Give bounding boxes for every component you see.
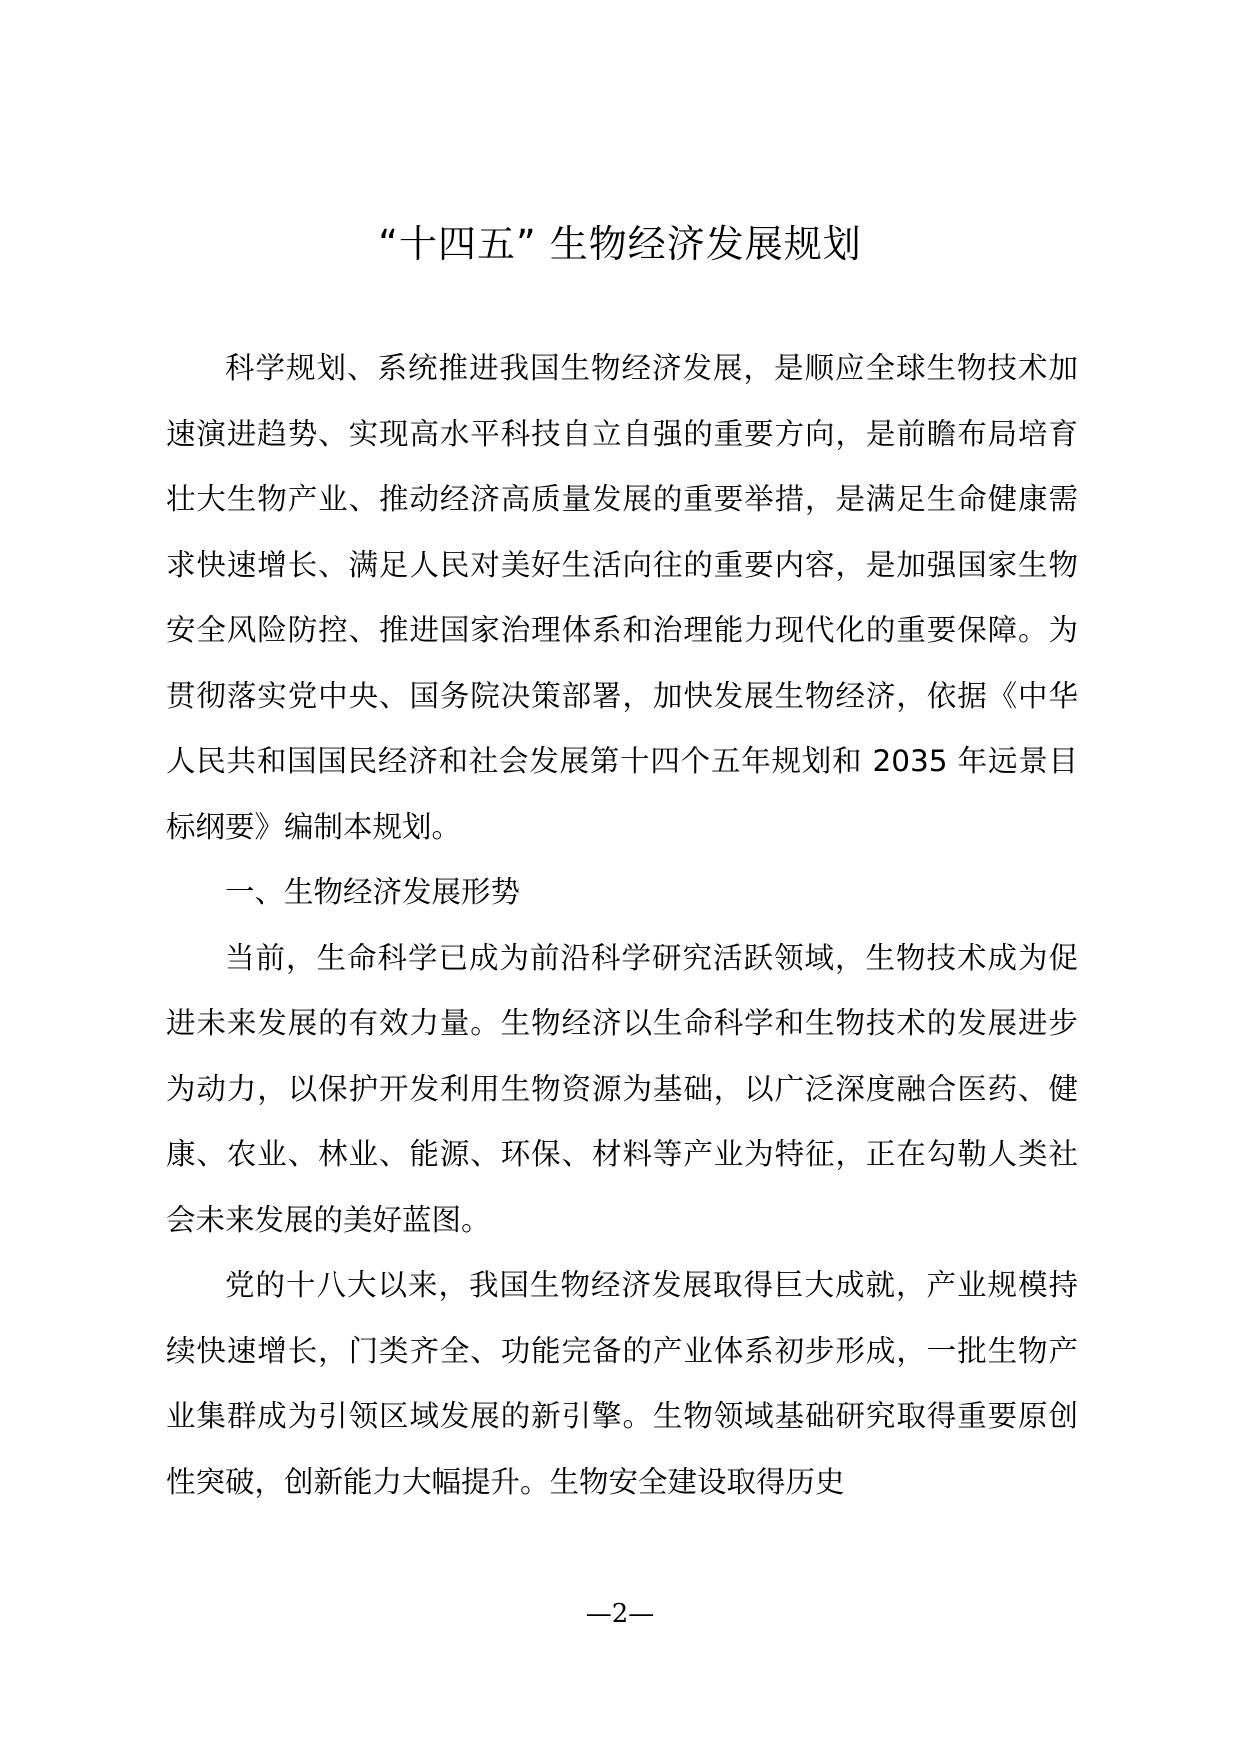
section-heading: 一、生物经济发展形势 — [225, 875, 521, 909]
intro-paragraph: 科学规划、系统推进我国生物经济发展，是顺应全球生物技术加速演进趋势、实现高水平科技自立自强的重要方向，是前瞻布局培育壮大生物产业、推动经济高质量发展的重要举措，是满足生命健康需求快速增长、满足人民对美好生活向往的重要内容，是加强国家生物安全风险防控、推进国家治理体系和治理能力现代化的重要保障。为贯彻落实党中央、国务院决策部署，加快发展生物经济，依据《中华人民共和国国民经济和社会发展第十四个五年规划和 2035 年远景目标纲要》编制本规划。 — [166, 351, 1078, 844]
situation-paragraph: 当前，生命科学已成为前沿科学研究活跃领域，生物技术成为促进未来发展的有效力量。生物经济以生命科学和生物技术的发展进步为动力，以保护开发利用生物资源为基础，以广泛深度融合医药、健康、农业、林业、能源、环保、材料等产业为特征，正在勾勒人类社会未来发展的美好蓝图。 — [166, 940, 1078, 1237]
document-body — [166, 336, 1078, 1515]
document-title: “十四五” 生物经济发展规划 — [378, 222, 862, 266]
page-number: —2— — [585, 1599, 655, 1629]
achievements-paragraph: 党的十八大以来，我国生物经济发展取得巨大成就，产业规模持续快速增长，门类齐全、功能完备的产业体系初步形成，一批生物产业集群成为引领区域发展的新引擎。生物领域基础研究取得重要原创性突破，创新能力大幅提升。生物安全建设取得历史 — [166, 1268, 1078, 1499]
